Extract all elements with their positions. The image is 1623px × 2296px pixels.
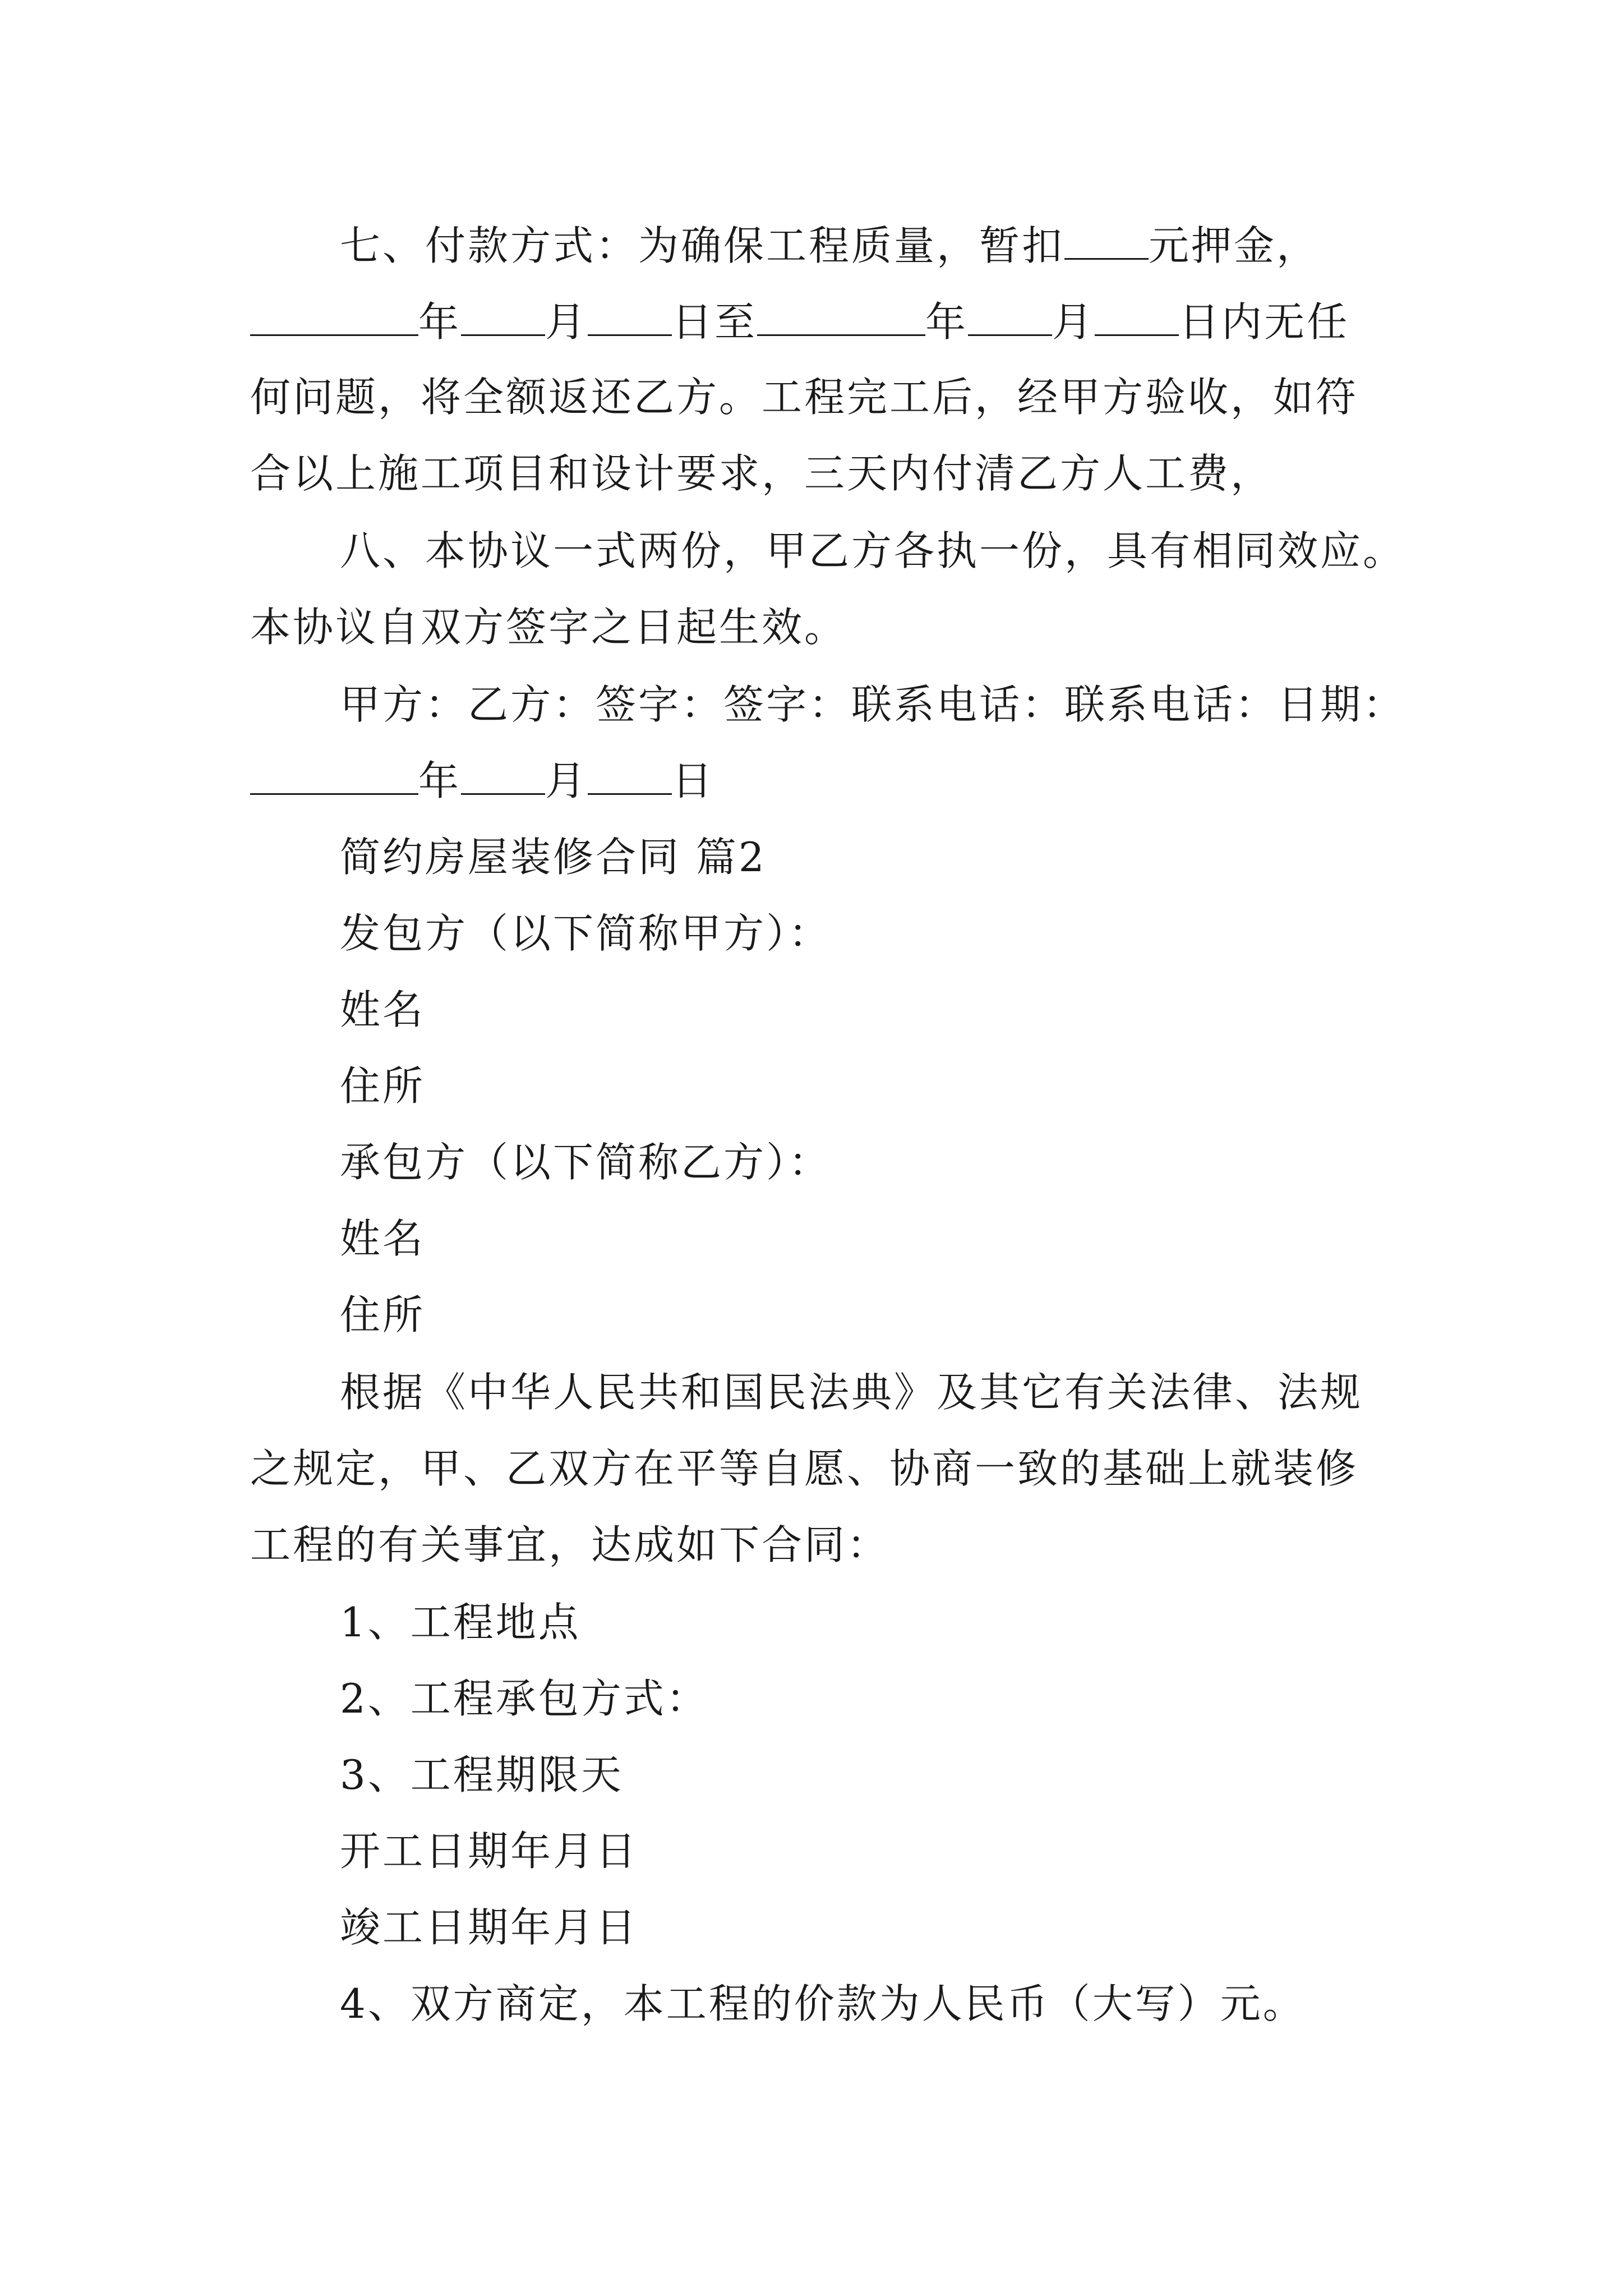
- clause-7-text: 七、付款方式：为确保工程质量，暂扣: [340, 222, 1065, 269]
- day-within-label: 日内无任: [1179, 298, 1350, 346]
- clause-7-line-4: 合以上施工项目和设计要求，三天内付清乙方人工费，: [250, 450, 1274, 497]
- day-to-label: 日至: [672, 298, 758, 346]
- year-label: 年: [418, 298, 462, 346]
- year-blank-2: [757, 302, 925, 336]
- sign-day-label: 日: [672, 757, 715, 804]
- sign-day-blank: [588, 761, 672, 795]
- day-blank: [588, 302, 672, 336]
- party-a-address: 住所: [340, 1062, 426, 1110]
- month-label: 月: [545, 298, 588, 346]
- clause-7-line-3: 何问题，将全额返还乙方。工程完工后，经甲方验收，如符: [250, 374, 1359, 421]
- sign-month-label: 月: [545, 757, 588, 804]
- sign-year-label: 年: [418, 757, 462, 804]
- clause-8-line-2: 本协议自双方签字之日起生效。: [250, 604, 847, 651]
- deposit-amount-blank: [1064, 226, 1149, 260]
- item-3: 3、工程期限天: [340, 1751, 624, 1798]
- basis-line-1: 根据《中华人民共和国民法典》及其它有关法律、法规: [340, 1369, 1363, 1416]
- sign-year-blank: [250, 761, 418, 795]
- year-label-2: 年: [925, 298, 969, 346]
- item-4: 4、双方商定，本工程的价款为人民币（大写）元。: [340, 1980, 1306, 2027]
- basis-line-2: 之规定，甲、乙双方在平等自愿、协商一致的基础上就装修: [250, 1445, 1359, 1492]
- party-a-name: 姓名: [340, 986, 426, 1033]
- section-title: 简约房屋装修合同 篇2: [340, 834, 767, 881]
- sign-month-blank: [461, 761, 545, 795]
- month-label-2: 月: [1052, 298, 1095, 346]
- party-b-name: 姓名: [340, 1215, 426, 1262]
- month-blank: [461, 302, 545, 336]
- signature-line: 甲方：乙方：签字：签字：联系电话：联系电话：日期：: [340, 681, 1406, 728]
- year-blank: [250, 302, 418, 336]
- party-b-heading: 承包方（以下简称乙方）：: [340, 1139, 832, 1186]
- end-date: 竣工日期年月日: [340, 1904, 639, 1951]
- month-blank-2: [968, 302, 1052, 336]
- item-1: 1、工程地点: [340, 1599, 581, 1646]
- clause-8-line-1: 八、本协议一式两份，甲乙方各执一份，具有相同效应。: [340, 527, 1406, 574]
- day-blank-2: [1095, 302, 1179, 336]
- clause-7-line-1: [340, 222, 1320, 269]
- clause-7-line-2: [250, 298, 1350, 346]
- item-2: 2、工程承包方式：: [340, 1675, 709, 1722]
- start-date: 开工日期年月日: [340, 1828, 639, 1875]
- party-b-address: 住所: [340, 1291, 426, 1338]
- party-a-heading: 发包方（以下简称甲方）：: [340, 910, 832, 957]
- basis-line-3: 工程的有关事宜，达成如下合同：: [250, 1521, 890, 1568]
- signature-date-line: [250, 757, 715, 804]
- clause-7-text-b: 元押金，: [1149, 222, 1320, 269]
